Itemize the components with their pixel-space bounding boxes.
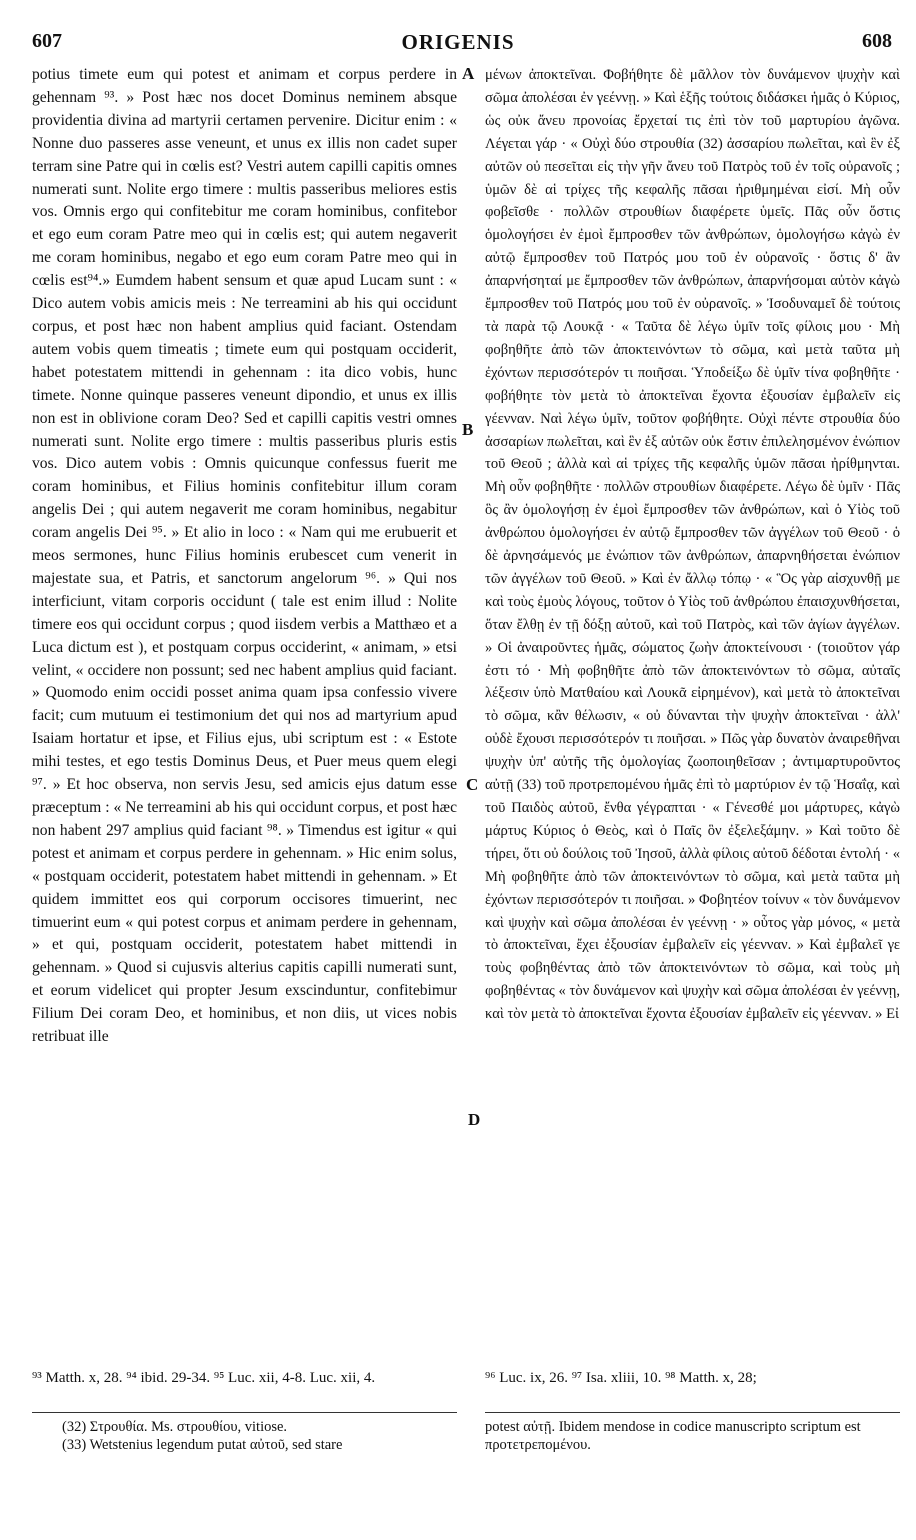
page-number-right: 608 xyxy=(862,30,892,52)
margin-marker-c: C xyxy=(466,775,479,794)
page-number-left: 607 xyxy=(32,30,62,52)
divider-left xyxy=(32,1412,457,1413)
critical-notes-left xyxy=(62,1418,457,1454)
footnotes-right: ⁹⁶ Luc. ix, 26. ⁹⁷ Isa. xliii, 10. ⁹⁸ Matth. x, 28; xyxy=(485,1370,757,1386)
page-header xyxy=(0,30,916,60)
greek-column xyxy=(485,64,900,1026)
footnotes-left: ⁹³ Matth. x, 28. ⁹⁴ ibid. 29-34. ⁹⁵ Luc. xii, 4-8. Luc. xii, 4. xyxy=(32,1370,376,1386)
note-33-continued: potest αὐτῇ. Ibidem mendose in codice manuscripto scriptum est προτετρεπομένου. xyxy=(485,1419,861,1453)
critical-notes-right xyxy=(485,1418,900,1454)
note-33: (33) Wetstenius legendum putat αὐτοῦ, sed stare xyxy=(62,1437,343,1453)
margin-marker-b: B xyxy=(462,420,474,439)
divider-right xyxy=(485,1412,900,1413)
margin-marker-a: A xyxy=(462,64,475,83)
margin-marker-d: D xyxy=(468,1110,481,1129)
running-title: ORIGENIS xyxy=(401,30,515,54)
latin-text: potius timete eum qui potest et animam et corpus perdere in gehennam ⁹³. » Post hæc nos docet Dominus neminem absque providentia divina ad martyrii certamen pervenire. Dicitur enim : « Nonne duo passeres asse veneunt, et unus ex illis non cadet super terram sine Patre qui in cœlis est? Vestri autem capilli capitis omnes numerati sunt. Nolite ergo timere : multis passeribus meliores estis vos. Omnis ergo qui confitebitur me coram hominibus, confitebor et ego eum coram Patre meo qui in cœlis est; qui autem negaverit me coram hominibus, negabo et ego eum coram Patre meo qui in cœlis est⁹⁴.» Eumdem habent sensum et quæ apud Lucam sunt : « Dico autem vobis amicis meis : Ne terreamini ab his qui occidunt corpus, et post hæc non habent amplius quid faciant. Ostendam autem vobis quem timeatis ; timete eum qui postquam occiderit, habet potestatem mittendi in gehennam : ita dico vobis, hunc timete. Nonne quinque passeres veneunt dipondio, et unus ex illis non est in oblivione coram Deo? Sed et capilli capitis vestri omnes numerati sunt. Nolite ergo timere : multis passeribus pluris estis vos. Dico autem vobis : Omnis quicunque confessus fuerit me coram hominibus, et Filius hominis confitebitur illum coram angelis Dei ; qui autem negaverit me coram hominibus, negabitur coram angelis Dei ⁹⁵. » Et alio in loco : « Nam qui me erubuerit et meos sermones, hunc Filius hominis erubescet cum venerit in majestate sua, et Patris, et sanctorum angelorum ⁹⁶. » Qui nos interficiunt, vitam corporis occidunt ( tale est enim illud : Nolite timere eos qui occidunt corpus ; quod iisdem verbis a Matthæo et a Luca dictum est ), et postquam corpus occiderint, « animam, » etsi velint, « occidere non possunt; sed nec habent amplius quid faciant. » Quomodo enim occidi posset anima quam ipsa confessio vivere facit; cum mutuum ei testimonium det qui nos ad martyrium apud Isaiam hortatur et ipse, et Filius ejus, ubi scriptum est : « Estote mihi testes, et ego testis Dominus Deus, et Puer meus quem elegi ⁹⁷. » Et hoc observa, non servis Jesu, sed amicis ejus datum esse præceptum : « Ne terreamini ab his qui occidunt corpus, et post hæc non habent 297 amplius quid faciant ⁹⁸. » Timendus est igitur « qui potest et animam et corpus perdere in gehennam. » Hic enim solus, « postquam occiderit, potestatem habet mittendi in gehennam. » Et quidem immittet eos qui corporum occisores timuerint, nec timuerint eum « qui potest corpus et animam perdere in gehennam, » et qui, postquam occiderit, potestatem habet mittendi in gehennam. » Quod si cujusvis alterius capitis capilli numerati sunt, et eorum videlicet qui propter Jesum exscinduntur, confitebimur Filium Dei coram Deo, et hominibus, et non diis, ut vices nobis retribuat ille xyxy=(32,66,457,1046)
latin-column xyxy=(32,64,457,1049)
note-32: (32) Στρουθία. Ms. στρουθίου, vitiose. xyxy=(62,1419,288,1435)
greek-text: μένων ἀποκτεῖναι. Φοβήθητε δὲ μᾶλλον τὸν δυνάμενον ψυχὴν καὶ σῶμα ἀπολέσαι ἐν γεέννῃ. » Καὶ ἑξῆς τούτοις διδάσκει ἡμᾶς ὁ Κύριος, ὡς οὐκ ἄνευ προνοίας ἔρχεταί τις ἐπὶ τὸν τοῦ μαρτυρίου ἀγῶνα. Λέγεται γάρ · « Οὐχὶ δύο στρουθία (32) ἀσσαρίου πωλεῖται, καὶ ἓν ἐξ αὐτῶν οὐ πεσεῖται εἰς τὴν γῆν ἄνευ τοῦ Πατρὸς τοῦ ἐν τοῖς οὐρανοῖς ; ὑμῶν δὲ αἱ τρίχες τῆς κεφαλῆς πᾶσαι ἠριθμημέναι εἰσί. Μὴ οὖν φοβεῖσθε · πολλῶν στρουθίων διαφέρετε ὑμεῖς. Πᾶς οὖν ὅστις ὁμολογήσει ἐν ἐμοὶ ἔμπροσθεν τῶν ἀνθρώπων, ὁμολογήσω κἀγὼ ἐν αὐτῷ ἔμπροσθεν τοῦ Πατρός μου τοῦ ἐν οὐρανοῖς · ὅστις δ' ἂν ἀπαρνήσηταί με ἔμπροσθεν τῶν ἀνθρώπων, ἀπαρνήσομαι αὐτὸν κἀγὼ ἔμπροσθεν τοῦ Πατρός μου τοῦ ἐν οὐρανοῖς. » Ἰσοδυναμεῖ δὲ τούτοις τὰ παρὰ τῷ Λουκᾷ · « Ταῦτα δὲ λέγω ὑμῖν τοῖς φίλοις μου · Μὴ φοβηθῆτε ἀπὸ τῶν ἀποκτεινόντων τὸ σῶμα, καὶ μετὰ ταῦτα μὴ ἐχόντων περισσότερόν τι ποιῆσαι. Ὑποδείξω δὲ ὑμῖν τίνα φοβηθῆτε · φοβήθητε τὸν μετὰ τὸ ἀποκτεῖναι ἔχοντα ἐξουσίαν ἐμβαλεῖν εἰς γέενναν. Ναὶ λέγω ὑμῖν, τοῦτον φοβήθητε. Οὐχὶ πέντε στρουθία δύο ἀσσαρίων πωλεῖται, καὶ ἓν ἐξ αὐτῶν οὐκ ἔστιν ἐπιλελησμένον ἐνώπιον τοῦ Θεοῦ ; ἀλλὰ καὶ αἱ τρίχες τῆς κεφαλῆς ὑμῶν πᾶσαι ἠρίθμηνται. Μὴ οὖν φοβηθῆτε · πολλῶν στρουθίων διαφέρετε. Λέγω δὲ ὑμῖν · Πᾶς ὃς ἂν ὁμολογήσῃ ἐν ἐμοὶ ἔμπροσθεν τῶν ἀνθρώπων, καὶ ὁ Υἱὸς τοῦ ἀνθρώπου ὁμολογήσει ἐν αὐτῷ ἔμπροσθεν τῶν ἀγγέλων τοῦ Θεοῦ · ὁ δὲ ἀρνησάμενός με ἐνώπιον τῶν ἀνθρώπων, ἀπαρνηθήσεται ἐνώπιον τῶν ἀγγέλων τοῦ Θεοῦ. » Καὶ ἐν ἄλλῳ τόπῳ · « Ὃς γὰρ αἰσχυνθῇ με καὶ τοὺς ἐμοὺς λόγους, τοῦτον ὁ Υἱὸς τοῦ ἀνθρώπου ἐπαισχυνθήσεται, ὅταν ἔλθῃ ἐν τῇ δόξῃ αὐτοῦ, καὶ τοῦ Πατρὸς, καὶ τῶν ἁγίων ἀγγέλων. » Οἱ ἀναιροῦντες ἡμᾶς, σώματος ζωὴν ἀποκτείνουσι · (τοιοῦτον γάρ ἐστι τό · Μὴ φοβηθῆτε ἀπὸ τῶν ἀποκτεινόντων τὸ σῶμα, αὐταῖς λέξεσιν ὑπὸ Ματθαίου καὶ Λουκᾶ εἰρημένον), καὶ μετὰ τὸ ἀποκτεῖναι τὸ σῶμα, κἂν θέλωσιν, « οὐ δύνανται τὴν ψυχὴν ἀποκτεῖναι · ἀλλ' οὐδὲ ἔχουσι περισσότερόν τι ποιῆσαι. » Πῶς γὰρ δυνατὸν ἀναιρεθῆναι ψυχὴν ὑπ' αὐτῆς τῆς ὁμολογίας ζωοποιηθεῖσαν ; ἀντιμαρτυροῦντος αὐτῇ (33) τοῦ προτρεπομένου ἡμᾶς ἐπὶ τὸ μαρτύριον ἐν τῷ Ἡσαΐᾳ, καὶ τοῦ Παιδὸς αὐτοῦ, ἔνθα γέγραπται · « Γένεσθέ μοι μάρτυρες, κἀγὼ μάρτυς Κύριος ὁ Θεὸς, καὶ ὁ Παῖς ὃν ἐξελεξάμην. » Καὶ τοῦτο δὲ τήρει, ὅτι οὐ δούλοις τοῦ Ἰησοῦ, ἀλλὰ φίλοις αὐτοῦ δέδοται ἐντολή · « Μὴ φοβηθῆτε ἀπὸ τῶν ἀποκτεινόντων τὸ σῶμα, καὶ μετὰ ταῦτα μὴ ἐχόντων περισσότερόν τι ποιῆσαι. » Φοβητέον τοίνυν « τὸν δυνάμενον καὶ ψυχὴν καὶ σῶμα ἀπολέσαι ἐν γεέννῃ · » οὗτος γὰρ μόνος, « μετὰ τὸ ἀποκτεῖναι, ἔχει ἐξουσίαν ἐμβαλεῖν εἰς γέενναν. » Καὶ ἐμβαλεῖ γε τοὺς φοβηθέντας ἀπὸ τῶν ἀποκτεινόντων τὸ σῶμα, καὶ τοὺς μὴ φοβηθέντας « τὸν δυνάμενον καὶ ψυχὴν καὶ σῶμα ἀπολέσαι ἐν γεέννῃ, καὶ τὸν μετὰ τὸ ἀποκτεῖναι ἔχοντα ἐξουσίαν ἐμβαλεῖν εἰς γέενναν. » Εἰ xyxy=(485,67,900,1023)
